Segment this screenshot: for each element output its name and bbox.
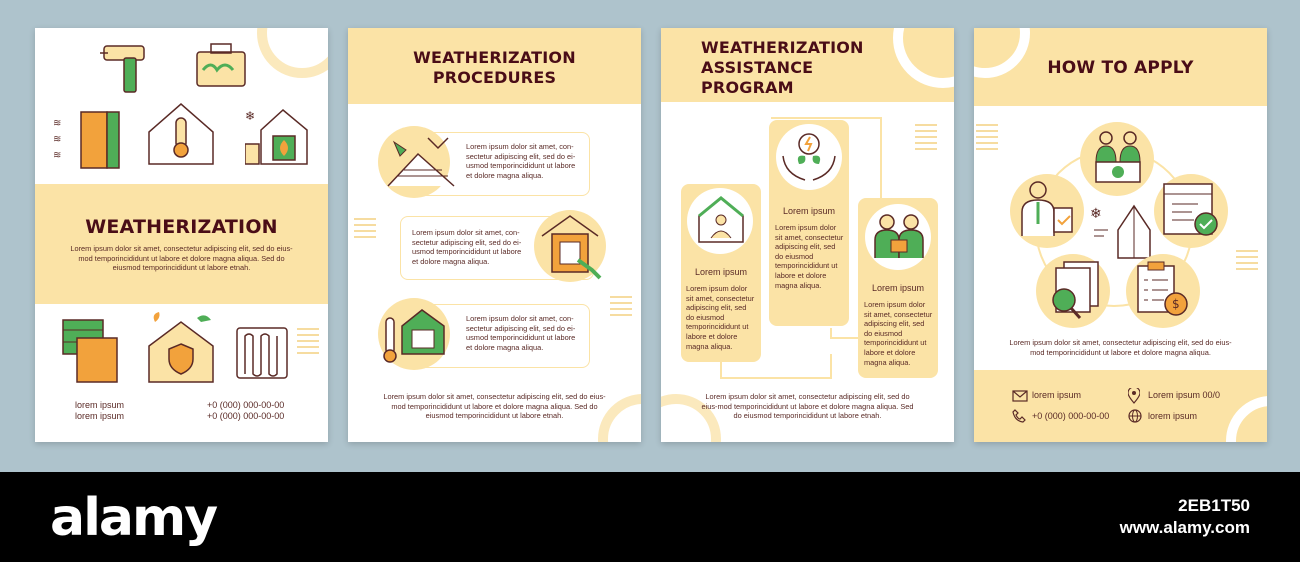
program-label-3: Lorem ipsum	[871, 283, 925, 293]
location-pin-icon	[1128, 388, 1140, 404]
stock-image-id: 2EB1T50	[1178, 496, 1250, 515]
stock-logo: alamy	[50, 488, 217, 548]
globe-icon	[1128, 409, 1142, 423]
page-title-line-1: WEATHERIZATION	[701, 38, 864, 57]
phone-icon	[1012, 409, 1026, 423]
decor-lines	[610, 296, 632, 320]
stock-site-url: www.alamy.com	[1119, 518, 1250, 537]
intro-text: Lorem ipsum dolor sit amet, consectetur adipiscing elit, sed do eius-mod temporincididunt ut labore et dolore magna aliqua. Sed do eiusmod temporincididunt ut labore etnah.	[70, 244, 293, 273]
svg-text:≋: ≋	[53, 150, 62, 161]
program-text-2: Lorem ipsum dolor sit amet, consectetur adipiscing elit, sed do eiusmod temporincididunt ut labore et dolore magna aliqua.	[775, 223, 844, 290]
decor-lines	[1236, 250, 1258, 274]
toolbox-icon	[193, 40, 251, 92]
documents-review-icon	[1042, 258, 1104, 324]
family-savings-icon	[1088, 128, 1148, 188]
page-weatherization	[35, 28, 328, 442]
decor-lines	[915, 124, 937, 154]
contact-band	[974, 370, 1267, 442]
infrared-thermometer-icon	[100, 40, 152, 102]
page-title-line-2: ASSISTANCE	[701, 58, 814, 77]
smart-thermostat-icon	[382, 302, 452, 368]
wall-insulation-icon	[53, 108, 125, 170]
cold-house-icon	[1090, 200, 1154, 260]
svg-text:≋: ≋	[53, 118, 62, 129]
house-thermometer-icon	[143, 98, 219, 168]
house-protection-icon	[141, 312, 221, 386]
svg-text:❄: ❄	[245, 109, 256, 123]
page-title-line-1: WEATHERIZATION	[413, 48, 576, 67]
page-title-line-2: PROCEDURES	[432, 68, 557, 87]
contact-location: Lorem ipsum 00/0	[1148, 390, 1221, 400]
heating-radiator-icon	[233, 318, 291, 382]
contact-name-1: lorem ipsum	[75, 400, 125, 410]
program-label-2: Lorem ipsum	[782, 206, 836, 216]
svg-text:$: $	[1172, 297, 1180, 311]
program-text-1: Lorem ipsum dolor sit amet, consectetur adipiscing elit, sed do eiusmod temporincididunt ut labore et dolore magna aliqua.	[686, 284, 755, 351]
contact-web: lorem ipsum	[1148, 411, 1198, 421]
consultation-people-icon	[869, 210, 929, 264]
checklist-payment-icon	[1132, 260, 1196, 320]
family-house-icon	[695, 194, 747, 246]
page-title: HOW TO APPLY	[1047, 58, 1194, 78]
page-title-line-3: PROGRAM	[701, 78, 794, 97]
contact-email: lorem ipsum	[1032, 390, 1082, 400]
window-sealing-icon	[538, 212, 608, 282]
decor-lines	[297, 328, 319, 358]
program-label-1: Lorem ipsum	[694, 267, 748, 277]
roof-repair-icon	[384, 132, 456, 192]
contact-phone-2: +0 (000) 000-00-00	[207, 411, 285, 421]
contact-phone: +0 (000) 000-00-00	[1032, 411, 1110, 421]
page-title: WEATHERIZATION	[85, 216, 278, 238]
contact-name-2: lorem ipsum	[75, 411, 125, 421]
decor-arc	[257, 28, 328, 78]
green-energy-hands-icon	[779, 130, 839, 184]
decor-lines	[976, 124, 998, 154]
decor-lines	[354, 218, 376, 242]
step-text-3: Lorem ipsum dolor sit amet, con-sectetur adipiscing elit, sed do ei-usmod temporincididunt ut labore et dolore magna aliqua.	[466, 314, 576, 352]
footer-text: Lorem ipsum dolor sit amet, consectetur adipiscing elit, sed do eius-mod temporincididunt ut labore et dolore magna aliqua. Sed do eiusmod temporincididunt ut labore etnah.	[383, 392, 606, 421]
page-how-to-apply	[974, 28, 1267, 442]
step-text-2: Lorem ipsum dolor sit amet, con-sectetur adipiscing elit, sed do ei-usmod temporincididunt ut labore et dolore magna aliqua.	[412, 228, 522, 266]
applicant-icon	[1016, 178, 1080, 242]
contact-phone-1: +0 (000) 000-00-00	[207, 400, 285, 410]
brick-wall-icon	[61, 318, 121, 386]
svg-text:❄: ❄	[1090, 205, 1102, 221]
svg-text:≋: ≋	[53, 134, 62, 145]
fireplace-house-icon	[245, 104, 315, 166]
program-text-3: Lorem ipsum dolor sit amet, consectetur adipiscing elit, sed do eiusmod temporincididunt ut labore et dolore magna aliqua.	[864, 300, 933, 367]
envelope-icon	[1012, 390, 1028, 402]
footer-text: Lorem ipsum dolor sit amet, consectetur adipiscing elit, sed do eius-mod temporincididunt ut labore et dolore magna aliqua. Sed do eiusmod temporincididunt ut labore etnah.	[701, 392, 914, 421]
step-text-1: Lorem ipsum dolor sit amet, con-sectetur adipiscing elit, sed do ei-usmod temporincididunt ut labore et dolore magna aliqua.	[466, 142, 576, 180]
page-assistance-program	[661, 28, 954, 442]
online-application-icon	[1160, 180, 1222, 242]
intro-text: Lorem ipsum dolor sit amet, consectetur adipiscing elit, sed do eius-mod temporincididunt ut labore et dolore magna aliqua.	[1009, 338, 1232, 357]
page-procedures	[348, 28, 641, 442]
